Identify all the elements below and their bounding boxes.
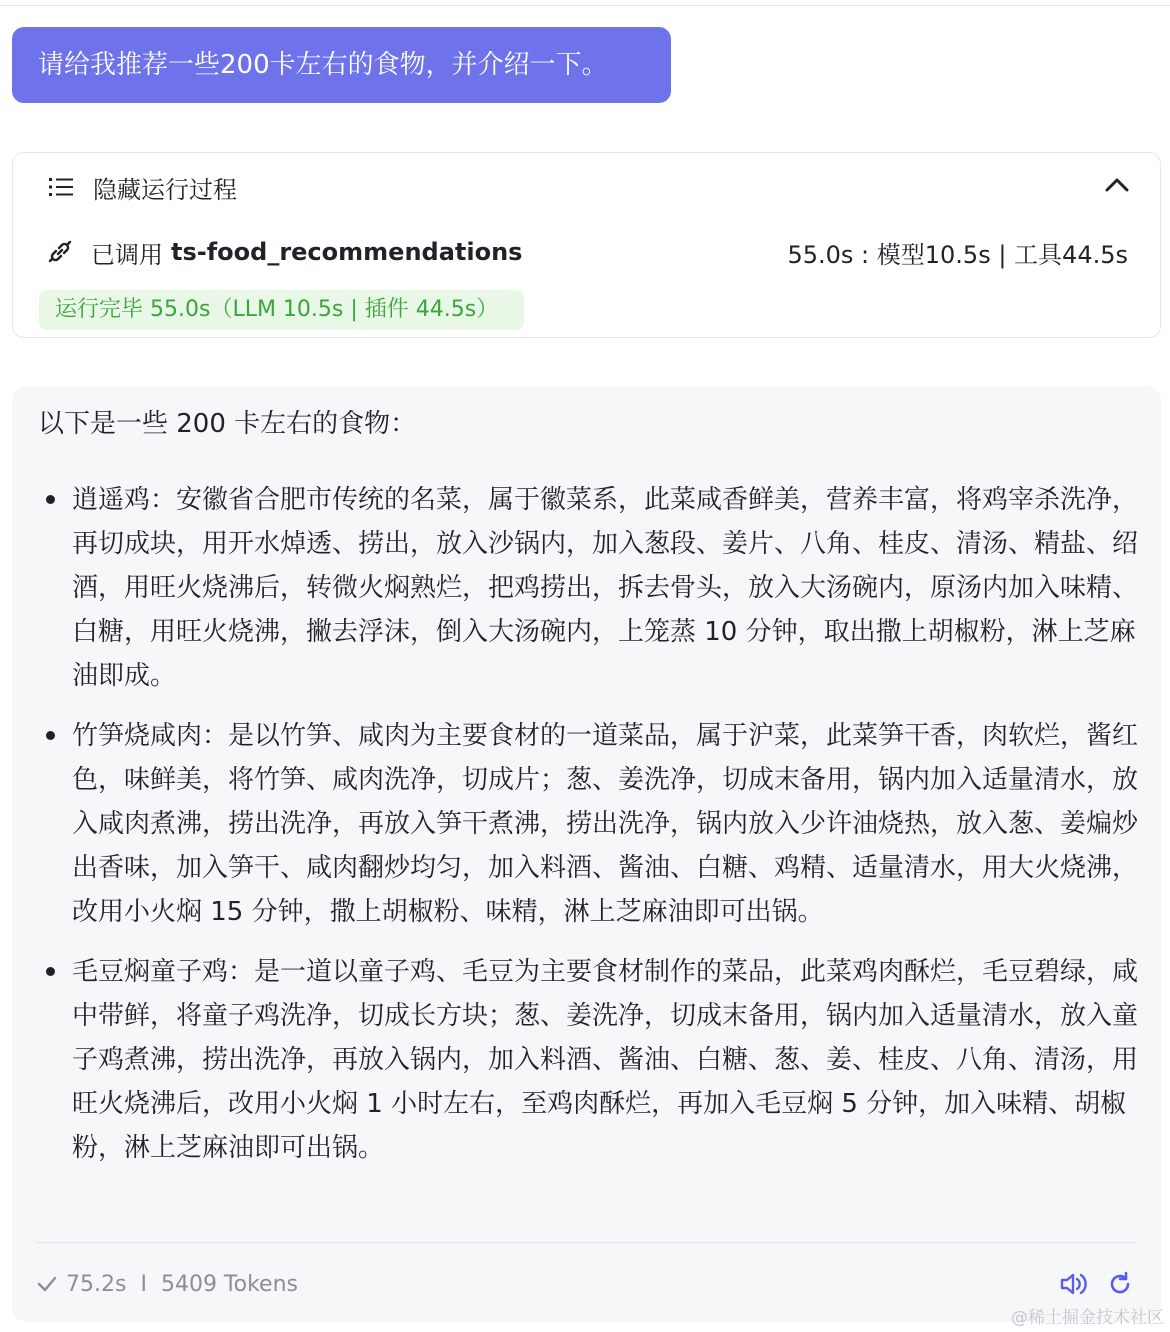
tool-call-row bbox=[47, 235, 1128, 269]
speaker-icon[interactable] bbox=[1059, 1270, 1089, 1298]
answer-card bbox=[12, 386, 1161, 1322]
bullet-icon bbox=[46, 967, 55, 976]
bullet-icon bbox=[46, 731, 55, 740]
watermark: @稀土掘金技术社区 bbox=[1011, 1308, 1164, 1328]
footer-divider bbox=[36, 1242, 1137, 1243]
list-item bbox=[38, 478, 1138, 698]
check-icon bbox=[36, 1275, 58, 1293]
list-item-text: 逍遥鸡：安徽省合肥市传统的名菜，属于徽菜系，此菜咸香鲜美，营养丰富，将鸡宰杀洗净，再切成块，用开水焯透、捞出，放入沙锅内，加入葱段、姜片、八角、桂皮、清汤、精盐、绍酒，用旺火烧沸后，转微火焖熟烂，把鸡捞出，拆去骨头，放入大汤碗内，原汤内加入味精、白糖，用旺火烧沸，撇去浮沫，倒入大汤碗内，上笼蒸 10 分钟，取出撒上胡椒粉，淋上芝麻油即成。 bbox=[72, 485, 1139, 691]
process-toggle-label: 隐藏运行过程 bbox=[93, 175, 237, 204]
top-divider bbox=[0, 5, 1170, 6]
list-item-text: 毛豆焖童子鸡：是一道以童子鸡、毛豆为主要食材制作的菜品，此菜鸡肉酥烂，毛豆碧绿，咸中带鲜，将童子鸡洗净，切成长方块；葱、姜洗净，切成末备用，锅内加入适量清水，放入童子鸡煮沸，捞出洗净，再放入锅内，加入料酒、酱油、白糖、葱、姜、桂皮、八角、清汤，用旺火烧沸后，改用小火焖 1 小时左右，至鸡肉酥烂，再加入毛豆焖 5 分钟，加入味精、胡椒粉，淋上芝麻油即可出锅。 bbox=[72, 957, 1139, 1163]
user-message-bubble bbox=[12, 27, 671, 103]
list-item-text: 竹笋烧咸肉：是以竹笋、咸肉为主要食材的一道菜品，属于沪菜，此菜笋干香，肉软烂，酱红色，味鲜美，将竹笋、咸肉洗净，切成片；葱、姜洗净，切成末备用，锅内加入适量清水，放入咸肉煮沸，捞出洗净，再放入笋干煮沸，捞出洗净，锅内放入少许油烧热，放入葱、姜煸炒出香味，加入笋干、咸肉翻炒均匀，加入料酒、酱油、白糖、鸡精、适量清水，用大火烧沸，改用小火焖 15 分钟，撒上胡椒粉、味精，淋上芝麻油即可出锅。 bbox=[72, 721, 1139, 927]
tool-name: ts-food_recommendations bbox=[171, 238, 523, 266]
token-count: 5409 Tokens bbox=[160, 1271, 298, 1297]
status-badge: 运行完毕 55.0s（LLM 10.5s | 插件 44.5s） bbox=[39, 290, 524, 330]
list-icon bbox=[47, 175, 75, 199]
link-icon bbox=[47, 239, 73, 265]
tool-timing: 55.0s : 模型10.5s | 工具44.5s bbox=[787, 240, 1128, 269]
list-item bbox=[38, 714, 1138, 934]
refresh-icon[interactable] bbox=[1107, 1271, 1133, 1297]
bullet-icon bbox=[46, 495, 55, 504]
response-duration: 75.2s bbox=[66, 1271, 127, 1297]
process-toggle[interactable] bbox=[47, 171, 237, 203]
chevron-up-icon[interactable] bbox=[1104, 175, 1130, 195]
answer-footer bbox=[36, 1266, 1137, 1302]
user-message-text: 请给我推荐一些200卡左右的食物，并介绍一下。 bbox=[38, 50, 608, 80]
list-item bbox=[38, 950, 1138, 1170]
footer-separator: I bbox=[140, 1271, 147, 1297]
answer-intro: 以下是一些 200 卡左右的食物： bbox=[38, 409, 417, 439]
food-list bbox=[38, 478, 1138, 1186]
footer-actions bbox=[1059, 1270, 1137, 1298]
tool-prefix: 已调用 bbox=[91, 240, 163, 269]
run-process-panel bbox=[12, 152, 1161, 338]
